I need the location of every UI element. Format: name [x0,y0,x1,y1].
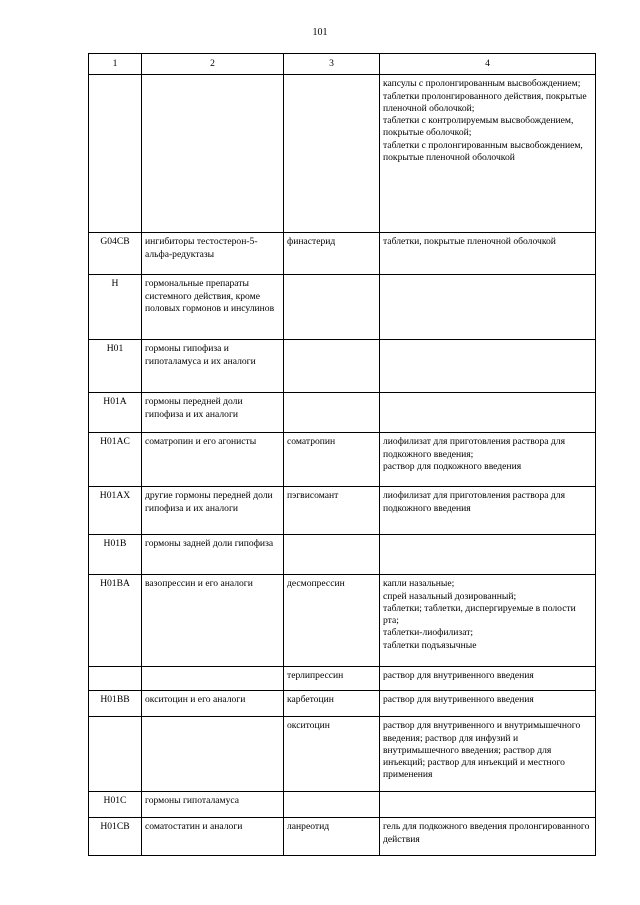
dosage-form-line: таблетки с контролируемым высвобождением, покрытые оболочкой; [383,115,574,139]
dosage-forms-cell [380,535,596,575]
dosage-forms-cell: раствор для внутривенного введения [380,667,596,691]
atc-code-cell: H [89,275,142,340]
table-row [89,717,596,792]
group-name-cell: гормональные препараты системного действия, кроме половых гормонов и инсулинов [142,275,284,340]
dosage-forms-cell [380,575,596,667]
dosage-forms-cell [380,275,596,340]
table-row [89,340,596,393]
atc-code-cell [89,75,142,233]
group-name-cell: гормоны передней доли гипофиза и их аналоги [142,393,284,433]
dosage-forms-cell: раствор для внутривенного и внутримышечного введения; раствор для инфузий и внутримышечного введения; раствор для инъекций; раствор для инъекций и местного применения [380,717,596,792]
dosage-form-line: таблетки-лиофилизат; [383,627,474,639]
atc-code-cell: H01CB [89,818,142,856]
dosage-forms-cell [380,393,596,433]
page-number: 101 [312,27,328,38]
table-row [89,233,596,275]
dosage-forms-cell [380,75,596,233]
column-header-4: 4 [380,54,596,75]
dosage-form-line: таблетки; таблетки, диспергируемые в полости рта; [383,602,576,627]
table-row [89,575,596,667]
group-name-cell: ингибиторы тестостерон-5-альфа-редуктазы [142,233,284,275]
atc-code-cell: G04CB [89,233,142,275]
dosage-forms-cell: лиофилизат для приготовления раствора для подкожного введения [380,487,596,535]
column-header-3: 3 [284,54,380,75]
substance-cell: соматропин [284,433,380,487]
dosage-forms-cell [380,433,596,487]
substance-cell: ланреотид [284,818,380,856]
table-row [89,275,596,340]
substance-cell: десмопрессин [284,575,380,667]
group-name-cell: вазопрессин и его аналоги [142,575,284,667]
dosage-form-line: лиофилизат для приготовления раствора для подкожного введения; [383,436,565,460]
table-row [89,792,596,818]
column-header-1: 1 [89,54,142,75]
group-name-cell: гормоны гипоталамуса [142,792,284,818]
substance-cell: карбетоцин [284,691,380,717]
drug-table [88,53,596,856]
table-row [89,487,596,535]
dosage-forms-cell: гель для подкожного введения пролонгированного действия [380,818,596,856]
dosage-form-line: капли назальные; [383,578,455,590]
group-name-cell [142,717,284,792]
dosage-form-line: капсулы с пролонгированным высвобождением; [383,78,581,90]
atc-code-cell: H01B [89,535,142,575]
group-name-cell: гормоны задней доли гипофиза [142,535,284,575]
dosage-form-line: спрей назальный дозированный; [383,590,517,602]
atc-code-cell: H01BA [89,575,142,667]
column-header-2: 2 [142,54,284,75]
substance-cell [284,393,380,433]
substance-cell: пэгвисомант [284,487,380,535]
substance-cell: терлипрессин [284,667,380,691]
group-name-cell: гормоны гипофиза и гипоталамуса и их аналоги [142,340,284,393]
dosage-forms-cell: раствор для внутривенного введения [380,691,596,717]
dosage-forms-cell [380,792,596,818]
group-name-cell: другие гормоны передней доли гипофиза и их аналоги [142,487,284,535]
substance-cell: финастерид [284,233,380,275]
dosage-forms-cell: таблетки, покрытые пленочной оболочкой [380,233,596,275]
atc-code-cell: H01BB [89,691,142,717]
atc-code-cell [89,667,142,691]
table-row [89,75,596,233]
group-name-cell: соматропин и его агонисты [142,433,284,487]
substance-cell [284,275,380,340]
group-name-cell: соматостатин и аналоги [142,818,284,856]
group-name-cell: окситоцин и его аналоги [142,691,284,717]
atc-code-cell: H01AX [89,487,142,535]
atc-code-cell: H01AC [89,433,142,487]
substance-cell [284,340,380,393]
group-name-cell [142,667,284,691]
atc-code-cell: H01 [89,340,142,393]
substance-cell [284,535,380,575]
table-row [89,691,596,717]
table-row [89,667,596,691]
table-header-row [89,54,596,75]
dosage-form-line: таблетки подъязычные [383,639,477,651]
atc-code-cell: H01C [89,792,142,818]
group-name-cell [142,75,284,233]
dosage-form-line: раствор для подкожного введения [383,460,522,472]
dosage-form-line: таблетки пролонгированного действия, покрытые пленочной оболочкой; [383,90,587,114]
table-row [89,535,596,575]
atc-code-cell: H01A [89,393,142,433]
table-row [89,393,596,433]
table-row [89,433,596,487]
table-row [89,818,596,856]
substance-cell [284,792,380,818]
substance-cell [284,75,380,233]
atc-code-cell [89,717,142,792]
dosage-form-line: таблетки с пролонгированным высвобождением, покрытые пленочной оболочкой [383,139,583,164]
substance-cell: окситоцин [284,717,380,792]
dosage-forms-cell [380,340,596,393]
